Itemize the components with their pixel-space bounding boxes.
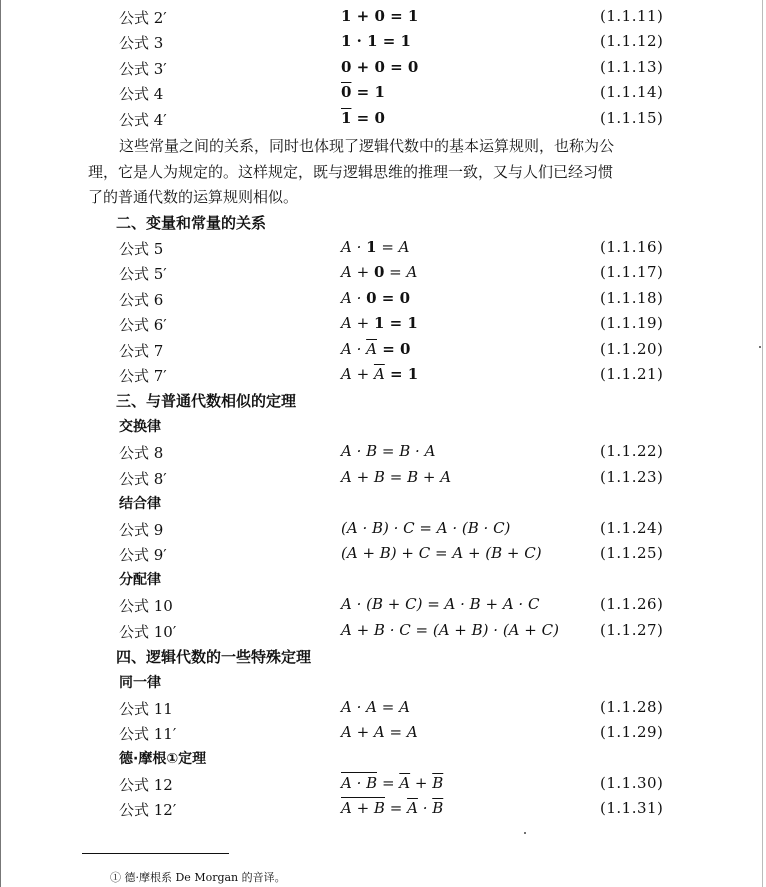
equation-number: (1.1.15) (600, 109, 664, 127)
law-heading: 交换律 (119, 419, 161, 435)
formula-row (0, 516, 766, 540)
formula-expression (341, 263, 417, 281)
formula-row (0, 592, 766, 616)
formula-row (0, 720, 766, 744)
formula-row (0, 260, 766, 284)
formula-constant: 1 (373, 314, 385, 332)
formula-expression (341, 595, 539, 613)
formula-expression: 0 + 0 = 0 (341, 58, 419, 76)
section-heading: 三、与普通代数相似的定理 (116, 392, 297, 410)
formula-name: 公式 6 (119, 291, 164, 309)
formula-expression (341, 314, 418, 332)
formula-name: 公式 6′ (119, 316, 167, 334)
formula-name: 公式 4′ (119, 111, 167, 129)
formula-text: A + B = B + A (341, 468, 452, 486)
formula-row (0, 286, 766, 310)
equation-number: (1.1.29) (600, 723, 664, 741)
formula-rest: = 1 (351, 83, 385, 101)
equation-number: (1.1.28) (600, 698, 664, 716)
formula-row (0, 4, 766, 28)
formula-name: 公式 10′ (119, 623, 177, 641)
formula-part: = 0 (376, 289, 411, 307)
law-heading: 分配律 (119, 572, 161, 588)
paragraph-line: 了的普通代数的运算规则相似。 (88, 188, 299, 206)
law-heading: 结合律 (119, 496, 161, 512)
paragraph-line: 理，它是人为规定的。这样规定，既与逻辑思维的推理一致，又与人们已经习惯 (88, 163, 614, 181)
formula-constant: 1 (366, 238, 377, 256)
formula-name: 公式 9 (119, 521, 164, 539)
formula-row (0, 541, 766, 565)
formula-expression (341, 238, 410, 256)
complement-expression: A + B (341, 799, 385, 817)
formula-expression (341, 83, 385, 101)
complement-expression: A · B (341, 774, 378, 792)
formula-name: 公式 11′ (119, 725, 177, 743)
formula-text: A · A = A (341, 698, 410, 716)
formula-name: 公式 5 (119, 240, 164, 258)
formula-row (0, 796, 766, 820)
equation-number: (1.1.23) (600, 468, 664, 486)
law-heading: 同一律 (119, 675, 161, 691)
formula-row (0, 465, 766, 489)
formula-text: A · B = B · A (341, 442, 436, 460)
formula-expression (341, 544, 542, 562)
complement-variable: $\overline{A}$ (373, 365, 385, 383)
formula-name: 公式 10 (119, 597, 173, 615)
formula-row (0, 55, 766, 79)
equation-number: (1.1.11) (600, 7, 664, 25)
formula-row (0, 80, 766, 104)
equation-number: (1.1.21) (600, 365, 664, 383)
footnote: ① 德·摩根系 De Morgan 的音译。 (110, 871, 286, 884)
equation-number: (1.1.18) (600, 289, 664, 307)
complement-variable: $\overline{A}$ (407, 799, 418, 817)
formula-expression: 1 · 1 = 1 (341, 32, 411, 50)
equation-number: (1.1.20) (600, 340, 664, 358)
section-heading: 四、逻辑代数的一些特殊定理 (116, 648, 312, 666)
law-heading: 德·摩根①定理 (119, 751, 207, 767)
formula-row (0, 439, 766, 463)
formula-part: A + (341, 263, 374, 281)
formula-part: = A (376, 238, 410, 256)
formula-name: 公式 3 (119, 34, 164, 52)
equation-number: (1.1.25) (600, 544, 664, 562)
negated-constant: 0 (341, 83, 352, 101)
formula-text: (A · B) · C = A · (B · C) (341, 519, 511, 537)
equation-number: (1.1.27) (600, 621, 664, 639)
formula-constant: 0 (373, 263, 385, 281)
formula-name: 公式 9′ (119, 546, 167, 564)
formula-part: = 0 (376, 340, 411, 358)
formula-expression: 1 + 0 = 1 (341, 7, 419, 25)
formula-name: 公式 8 (119, 444, 164, 462)
formula-row (0, 618, 766, 642)
complement-variable: $\overline{B}$ (432, 774, 444, 792)
formula-constant: 0 (366, 289, 377, 307)
formula-name: 公式 12 (119, 776, 173, 794)
formula-expression (341, 289, 410, 307)
formula-expression (341, 774, 443, 792)
equation-number: (1.1.14) (600, 83, 664, 101)
formula-part: A + (341, 365, 374, 383)
formula-expression (341, 340, 410, 358)
formula-row (0, 235, 766, 259)
formula-expression (341, 698, 410, 716)
formula-text: A · (B + C) = A · B + A · C (341, 595, 540, 613)
formula-expression (341, 799, 443, 817)
formula-name: 公式 2′ (119, 9, 167, 27)
complement-variable: $\overline{A}$ (399, 774, 411, 792)
formula-name: 公式 4 (119, 85, 164, 103)
formula-name: 公式 3′ (119, 60, 167, 78)
equation-number: (1.1.31) (600, 799, 664, 817)
formula-expression (341, 468, 451, 486)
formula-text: A + A = A (341, 723, 418, 741)
equation-number: (1.1.16) (600, 238, 664, 256)
equation-number: (1.1.17) (600, 263, 664, 281)
formula-part: = (384, 799, 408, 817)
formula-part: = 1 (384, 314, 418, 332)
equation-number: (1.1.24) (600, 519, 664, 537)
formula-part: A · (341, 238, 367, 256)
formula-text: (A + B) + C = A + (B + C) (341, 544, 542, 562)
equation-number: (1.1.26) (600, 595, 664, 613)
equation-number: (1.1.30) (600, 774, 664, 792)
equation-number: (1.1.19) (600, 314, 664, 332)
formula-row (0, 771, 766, 795)
formula-rest: = 0 (351, 109, 385, 127)
footnote-rule (82, 853, 229, 854)
complement-variable: $\overline{B}$ (432, 799, 444, 817)
formula-row (0, 695, 766, 719)
formula-part: A · (341, 289, 367, 307)
formula-text: A + B · C = (A + B) · (A + C) (341, 621, 559, 639)
formula-expression (341, 365, 418, 383)
equation-number: (1.1.22) (600, 442, 664, 460)
formula-name: 公式 7′ (119, 367, 167, 385)
formula-row (0, 337, 766, 361)
formula-expression (341, 621, 559, 639)
formula-expression (341, 519, 510, 537)
formula-part: · (417, 799, 433, 817)
formula-part: = A (384, 263, 418, 281)
section-heading: 二、变量和常量的关系 (116, 214, 267, 232)
formula-name: 公式 8′ (119, 470, 167, 488)
negated-constant: 1 (341, 109, 352, 127)
complement-variable: $\overline{A}$ (366, 340, 377, 358)
formula-part: = (377, 774, 400, 792)
formula-name: 公式 7 (119, 342, 164, 360)
formula-part: A · (341, 340, 367, 358)
formula-expression (341, 442, 435, 460)
formula-part: = 1 (384, 365, 419, 383)
formula-name: 公式 11 (119, 700, 173, 718)
formula-expression (341, 723, 418, 741)
formula-row (0, 362, 766, 386)
formula-part: + (410, 774, 433, 792)
formula-part: A + (341, 314, 374, 332)
equation-number: (1.1.12) (600, 32, 664, 50)
scan-speck (759, 346, 761, 348)
formula-row (0, 311, 766, 335)
equation-number: (1.1.13) (600, 58, 664, 76)
formula-row (0, 29, 766, 53)
formula-name: 公式 12′ (119, 801, 177, 819)
paragraph-line: 这些常量之间的关系，同时也体现了逻辑代数中的基本运算规则，也称为公 (119, 137, 615, 155)
formula-row (0, 106, 766, 130)
formula-expression (341, 109, 385, 127)
scan-speck (524, 832, 526, 834)
formula-name: 公式 5′ (119, 265, 167, 283)
